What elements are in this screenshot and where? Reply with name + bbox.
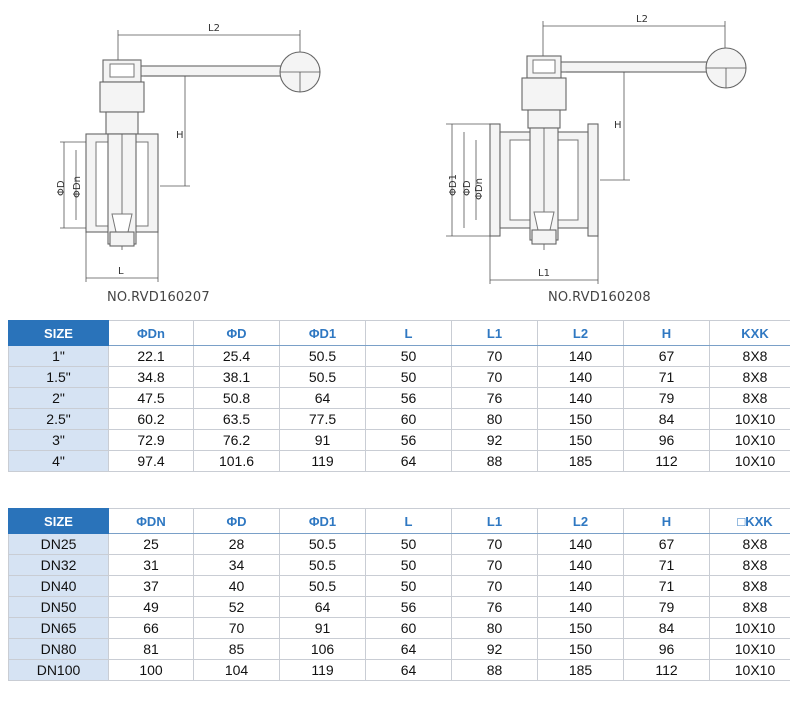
table-cell: 70	[452, 576, 538, 597]
table-header-row	[9, 321, 790, 346]
table-cell: 81	[109, 639, 194, 660]
table-row	[9, 409, 790, 430]
table-cell: 84	[624, 618, 710, 639]
size-cell: 1"	[9, 346, 109, 367]
table-cell: 112	[624, 660, 710, 681]
table-cell: 10X10	[710, 451, 790, 472]
col-header-d: ΦD	[194, 321, 280, 346]
table-cell: 185	[538, 451, 624, 472]
table-cell: 76.2	[194, 430, 280, 451]
table-row	[9, 451, 790, 472]
spec-table-inch	[8, 320, 790, 472]
dim-label-r-d: ΦD	[462, 180, 473, 196]
dim-label-l2: L2	[208, 23, 220, 34]
table-cell: 92	[452, 639, 538, 660]
size-cell: DN100	[9, 660, 109, 681]
table-cell: 63.5	[194, 409, 280, 430]
table-cell: 50	[366, 346, 452, 367]
table-cell: 101.6	[194, 451, 280, 472]
dim-label-dn: ΦDn	[72, 176, 83, 198]
table-cell: 104	[194, 660, 280, 681]
table-body	[9, 534, 790, 681]
table-cell: 52	[194, 597, 280, 618]
table-cell: 8X8	[710, 346, 790, 367]
table-cell: 140	[538, 576, 624, 597]
table-cell: 76	[452, 597, 538, 618]
size-cell: DN25	[9, 534, 109, 555]
table-cell: 10X10	[710, 409, 790, 430]
table-cell: 88	[452, 660, 538, 681]
table-cell: 70	[452, 367, 538, 388]
table-cell: 56	[366, 597, 452, 618]
table-cell: 112	[624, 451, 710, 472]
col-header-l2: L2	[538, 321, 624, 346]
size-cell: 4"	[9, 451, 109, 472]
table-cell: 8X8	[710, 367, 790, 388]
table-cell: 25	[109, 534, 194, 555]
dim-label-r-l1: L1	[538, 268, 550, 279]
valve-drawing-left	[56, 23, 320, 282]
table-cell: 10X10	[710, 618, 790, 639]
table-row	[9, 534, 790, 555]
table-cell: 70	[194, 618, 280, 639]
table-cell: 34	[194, 555, 280, 576]
table-cell: 70	[452, 555, 538, 576]
table-cell: 106	[280, 639, 366, 660]
table-cell: 150	[538, 430, 624, 451]
col-header-size: SIZE	[9, 321, 109, 346]
table-cell: 71	[624, 367, 710, 388]
table-row	[9, 388, 790, 409]
size-cell: 2"	[9, 388, 109, 409]
col-header-dn: ΦDn	[109, 321, 194, 346]
size-cell: DN80	[9, 639, 109, 660]
valve-drawing-right	[446, 14, 746, 284]
dim-label-d: ΦD	[56, 180, 67, 196]
spec-table-dn	[8, 508, 790, 681]
table-cell: 96	[624, 639, 710, 660]
col-header-l: L	[366, 321, 452, 346]
size-cell: DN50	[9, 597, 109, 618]
table-row	[9, 597, 790, 618]
table-cell: 80	[452, 618, 538, 639]
table-cell: 60	[366, 409, 452, 430]
table-cell: 8X8	[710, 534, 790, 555]
table-cell: 64	[366, 451, 452, 472]
table-cell: 91	[280, 618, 366, 639]
table-cell: 49	[109, 597, 194, 618]
table-cell: 60.2	[109, 409, 194, 430]
col-header-d1: ΦD1	[280, 321, 366, 346]
table-cell: 50.5	[280, 346, 366, 367]
table-header-row	[9, 509, 790, 534]
table-cell: 22.1	[109, 346, 194, 367]
table-row	[9, 639, 790, 660]
table-cell: 70	[452, 534, 538, 555]
table-cell: 150	[538, 618, 624, 639]
table-cell: 56	[366, 430, 452, 451]
table-cell: 140	[538, 534, 624, 555]
table-cell: 50	[366, 576, 452, 597]
size-cell: DN65	[9, 618, 109, 639]
table-cell: 150	[538, 639, 624, 660]
dim-label-r-d1: ΦD1	[448, 174, 459, 196]
table-cell: 60	[366, 618, 452, 639]
col-header-l: L	[366, 509, 452, 534]
size-cell: DN40	[9, 576, 109, 597]
table-row	[9, 660, 790, 681]
table-row	[9, 367, 790, 388]
table-cell: 140	[538, 555, 624, 576]
table-cell: 140	[538, 346, 624, 367]
dim-label-h: H	[176, 130, 184, 141]
table-cell: 67	[624, 346, 710, 367]
table-cell: 64	[280, 388, 366, 409]
table-cell: 66	[109, 618, 194, 639]
col-header-h: H	[624, 509, 710, 534]
col-header-d: ΦD	[194, 509, 280, 534]
table-cell: 80	[452, 409, 538, 430]
table-cell: 77.5	[280, 409, 366, 430]
table-cell: 8X8	[710, 576, 790, 597]
table-cell: 10X10	[710, 660, 790, 681]
table-cell: 71	[624, 576, 710, 597]
size-cell: 3"	[9, 430, 109, 451]
table-cell: 64	[366, 639, 452, 660]
table-cell: 84	[624, 409, 710, 430]
table-cell: 40	[194, 576, 280, 597]
dim-label-r-l2: L2	[636, 14, 648, 25]
table-cell: 70	[452, 346, 538, 367]
dim-label-r-dn: ΦDn	[474, 178, 485, 200]
drawing-caption-right: NO.RVD160208	[548, 290, 651, 305]
table-cell: 64	[366, 660, 452, 681]
table-cell: 150	[538, 409, 624, 430]
table-cell: 56	[366, 388, 452, 409]
table-cell: 79	[624, 388, 710, 409]
table-cell: 10X10	[710, 639, 790, 660]
table-cell: 8X8	[710, 597, 790, 618]
size-cell: 2.5"	[9, 409, 109, 430]
table-cell: 37	[109, 576, 194, 597]
table-cell: 67	[624, 534, 710, 555]
table-row	[9, 346, 790, 367]
table-cell: 34.8	[109, 367, 194, 388]
dim-label-r-h: H	[614, 120, 622, 131]
size-cell: DN32	[9, 555, 109, 576]
table-cell: 50.5	[280, 555, 366, 576]
table-row	[9, 430, 790, 451]
table-cell: 140	[538, 597, 624, 618]
table-cell: 76	[452, 388, 538, 409]
col-header-d1: ΦD1	[280, 509, 366, 534]
col-header-dn: ΦDN	[109, 509, 194, 534]
table-row	[9, 576, 790, 597]
table-row	[9, 555, 790, 576]
table-cell: 10X10	[710, 430, 790, 451]
table-cell: 64	[280, 597, 366, 618]
valve-drawings	[0, 0, 790, 316]
table-cell: 96	[624, 430, 710, 451]
table-cell: 88	[452, 451, 538, 472]
table-cell: 119	[280, 451, 366, 472]
col-header-h: H	[624, 321, 710, 346]
table-cell: 47.5	[109, 388, 194, 409]
table-cell: 71	[624, 555, 710, 576]
table-cell: 31	[109, 555, 194, 576]
drawing-caption-left: NO.RVD160207	[107, 290, 210, 305]
table-cell: 85	[194, 639, 280, 660]
table-cell: 119	[280, 660, 366, 681]
table-cell: 50.8	[194, 388, 280, 409]
col-header-kxk: KXK	[710, 321, 790, 346]
table-cell: 25.4	[194, 346, 280, 367]
table-cell: 50.5	[280, 576, 366, 597]
table-cell: 8X8	[710, 388, 790, 409]
col-header-kxk: □KXK	[710, 509, 790, 534]
table-cell: 50	[366, 534, 452, 555]
table-cell: 50.5	[280, 367, 366, 388]
table-cell: 72.9	[109, 430, 194, 451]
col-header-l1: L1	[452, 509, 538, 534]
size-cell: 1.5"	[9, 367, 109, 388]
table-cell: 185	[538, 660, 624, 681]
table-cell: 50	[366, 555, 452, 576]
table-body	[9, 346, 790, 472]
table-cell: 100	[109, 660, 194, 681]
col-header-size: SIZE	[9, 509, 109, 534]
col-header-l2: L2	[538, 509, 624, 534]
table-cell: 38.1	[194, 367, 280, 388]
table-cell: 92	[452, 430, 538, 451]
col-header-l1: L1	[452, 321, 538, 346]
table-cell: 140	[538, 367, 624, 388]
table-cell: 79	[624, 597, 710, 618]
table-cell: 50.5	[280, 534, 366, 555]
table-cell: 140	[538, 388, 624, 409]
table-cell: 8X8	[710, 555, 790, 576]
table-cell: 28	[194, 534, 280, 555]
table-row	[9, 618, 790, 639]
table-cell: 91	[280, 430, 366, 451]
table-cell: 50	[366, 367, 452, 388]
dim-label-l: L	[118, 266, 124, 277]
table-cell: 97.4	[109, 451, 194, 472]
